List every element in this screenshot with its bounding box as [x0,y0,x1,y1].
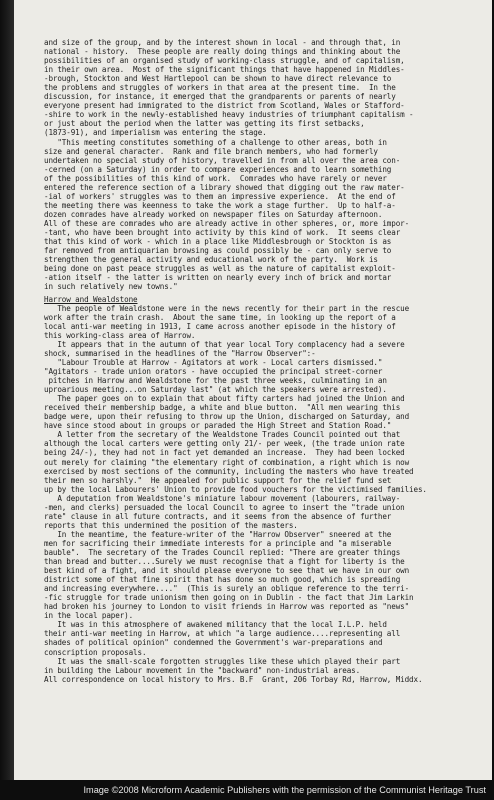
text-line: uproarious meeting...on Saturday last" (at which the speakers were arrested). [44,385,387,395]
text-line: have since stood about in groups or paraded the High Street and Station Road." [44,421,392,431]
text-line: being 24/-), they had not in fact yet demanded an increase. They had been locked [44,448,405,458]
text-line: (1873-91), and imperialism was entering the stage. [44,128,267,138]
text-line: shades of political opinion" condemned the Government's war-preparations and [44,638,383,648]
text-line: in their own area. Most of the significant things that have happened in Middles- [44,65,405,75]
body-text-part-1 [44,38,490,291]
text-line: reports that this undermined the position of the masters. [44,520,298,530]
text-line: strengthen the general activity and educational work of the party. Work is [44,255,378,265]
text-line: rate" clause in all future contracts, and it seems from the absence of further [44,511,392,521]
text-line: being done on past peace struggles as well as the nature of capitalist exploit- [44,264,396,274]
text-line: the problems and struggles of workers in that area at the present time. In the [44,83,396,93]
text-line: All of these are comrades who are already active in other spheres, or, more impor- [44,218,410,228]
text-line: the meeting there was keenness to take the work a stage further. Up to half-a- [44,200,396,210]
text-line: -fic struggle for trade unionism then going on in Dublin - the fact that Jim Larkin [44,593,414,603]
text-line: -cerned (on a Saturday) in order to compare experiences and to learn something [44,164,392,174]
text-line: A deputation from Wealdstone's miniature labour movement (labourers, railway- [44,493,401,503]
text-line: All correspondence on local history to Mrs. B.F Grant, 206 Torbay Rd, Harrow, Middx. [44,674,423,684]
text-line: national - history. These people are really doing things and thinking about the [44,47,401,57]
text-line: everyone present had immigrated to the district from Scotland, Wales or Stafford- [44,101,405,111]
text-line: It appears that in the autumn of that year local Tory complacency had a severe [44,339,405,349]
text-line: dozen comrades have already worked on newspaper files on Saturday afternoon. [44,209,383,219]
document-page [14,0,492,780]
text-line: conscription proposals. [44,647,147,657]
text-line: entered the reference section of a library showed that digging out the raw mater- [44,182,405,192]
text-line: -shire to work in the newly-established heavy industries of triumphant capitalism - [44,110,414,120]
text-line: their anti-war meeting in Harrow, at which "a large audience....representing all [44,629,401,639]
text-line: "Agitators - trade union orators - have occupied the principal street-corner [44,367,383,377]
text-line: their men so harshly." He appealed for public support for the relief fund set [44,475,392,485]
text-line: local anti-war meeting in 1913, I came across another episode in the history of [44,321,396,331]
text-line: or just about the period when the latter was getting its first setbacks, [44,119,365,129]
text-line: although the local carters were getting only 21/- per week, (the trade union rate [44,439,405,449]
text-line: -ial of workers' struggles was to them an impressive experience. At the end of [44,191,396,201]
text-line: A letter from the secretary of the Wealdstone Trades Council pointed out that [44,430,401,440]
copyright-footer: Image ©2008 Microform Academic Publishers with the permission of the Communist Heritage Trust [0,780,494,800]
text-line: The paper goes on to explain that about fifty carters had joined the Union and [44,394,405,404]
text-line: district some of that fine spirit that has done so much good, which is spreading [44,575,401,585]
text-line: men for sacrificing their immediate interests for a principle and "a miserable [44,538,392,548]
text-line: -brough, Stockton and West Hartlepool can be shown to have direct relevance to [44,74,392,84]
text-line: in building the Labour movement in the "backward" non-industrial areas. [44,665,361,675]
text-line: -men, and clerks) persuaded the local Council to agree to insert the "trade union [44,502,405,512]
text-line: -tant, who have been brought into activity by this kind of work. It seems clear [44,227,401,237]
text-line: size and general character. Rank and file branch members, who had formerly [44,146,378,156]
text-line: bauble". The secretary of the Trades Council replied: "There are greater things [44,548,401,557]
text-line: than bread and butter....Surely we must recognise that a fight for liberty is the [44,557,405,567]
text-line: possibilities of an organised study of working-class struggle, and of capitalism, [44,56,405,66]
text-line: The people of Wealdstone were in the news recently for their part in the rescue [44,303,410,313]
text-line: had broken his journey to London to visit friends in Harrow was reported as "news" [44,602,410,612]
text-line: exercised by most sections of the community, including the masters who have treated [44,466,414,476]
text-line: this working-class area of Harrow. [44,330,196,340]
text-line: "Labour Trouble at Harrow - Agitators at work - Local carters dismissed." [44,358,383,368]
text-line: It was in this atmosphere of awakened militancy that the local I.L.P. held [44,620,387,630]
text-line: far removed from antiquarian browsing as could possibly be - can only serve to [44,246,392,256]
text-line: In the meantime, the feature-writer of the "Harrow Observer" sneered at the [44,529,392,539]
text-line: shock, summarised in the headlines of the "Harrow Observer":- [44,348,316,358]
text-line: in the local paper). [44,611,134,621]
section-heading: Harrow and Wealdstone [44,294,138,304]
text-line: out merely for claiming "the elementary right of combination, a right which is now [44,457,410,467]
page-edge-shadow [0,0,14,780]
text-line: "This meeting constitutes something of a challenge to other areas, both in [44,137,387,147]
text-line: of the possibilities of this kind of work. Comrades who have rarely or never [44,173,387,183]
text-line: up by the local Labourers' Union to provide food vouchers for the victimised families. [44,484,427,494]
text-line: discussion, for instance, it emerged that the grandparents or parents of nearly [44,92,396,102]
text-line: that this kind of work - which in a place like Middlesbrough or Stockton is as [44,237,392,247]
text-line: pitches in Harrow and Wealdstone for the past three weeks, culminating in an [44,376,387,386]
text-line: work after the train crash. About the same time, in looking up the report of a [44,312,396,322]
text-line: received their membership badge, a white and blue button. "All men wearing this [44,403,401,413]
text-line: and increasing everywhere...." (This is surely an oblique reference to the terri- [44,584,410,594]
text-line: undertaken no special study of history, travelled in from all over the area con- [44,155,401,165]
text-line: It was the small-scale forgotten struggles like these which played their part [44,656,401,666]
text-line: badge were, upon their refusing to throw up the Union, discharged on Saturday, and [44,412,410,422]
text-line: and size of the group, and by the interest shown in local - and through that, in [44,38,401,47]
text-line: in such relatively new towns." [44,282,178,292]
text-line: best kind of a fight, and it should please everyone to see that we have in our own [44,566,410,576]
body-text-part-2 [44,304,490,684]
text-line: -ation itself - the latter is written on nearly every inch of brick and mortar [44,273,392,283]
